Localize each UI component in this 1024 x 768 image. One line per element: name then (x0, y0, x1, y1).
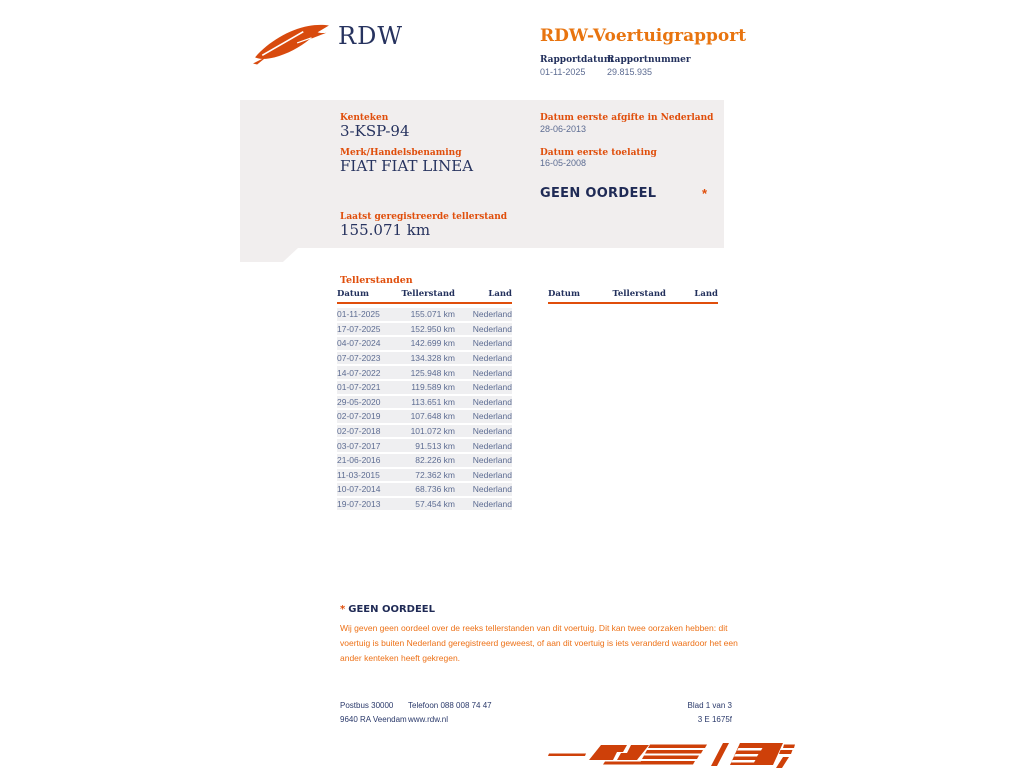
column-header-land: Land (694, 289, 718, 299)
cell-country: Nederland (472, 309, 512, 320)
footer-address-line2: 9640 RA Veendam (340, 715, 407, 724)
footer-website: www.rdw.nl (408, 715, 449, 724)
footer-form-code: 3 E 1675f (697, 715, 732, 724)
cell-date: 17-07-2025 (337, 323, 381, 334)
report-number-label: Rapportnummer (607, 55, 691, 65)
footnote-asterisk: * (340, 604, 346, 615)
cell-reading: 119.589 km (411, 382, 455, 393)
footer-address-line1: Postbus 30000 (340, 701, 394, 710)
report-date-value: 01-11-2025 (540, 67, 586, 77)
merk-value: FIAT FIAT LINEA (340, 157, 474, 175)
verdict-asterisk: * (702, 186, 708, 201)
cell-country: Nederland (472, 469, 512, 480)
cell-date: 01-11-2025 (337, 309, 380, 320)
footnote-line: Wij geven geen oordeel over de reeks tellerstanden van dit voertuig. Dit kan twee oorzaken hebben: dit (340, 623, 728, 633)
footnote-line: ander kenteken heeft gekregen. (340, 653, 461, 663)
cell-country: Nederland (472, 440, 512, 451)
table-row (337, 410, 512, 423)
cell-country: Nederland (472, 338, 512, 349)
table-row (337, 323, 512, 336)
column-header-land: Land (488, 289, 512, 299)
table-row (337, 498, 512, 511)
footnote-body (340, 621, 740, 666)
cell-reading: 125.948 km (410, 367, 455, 378)
cell-country: Nederland (472, 382, 512, 393)
cell-date: 19-07-2013 (337, 499, 381, 510)
table-row (337, 396, 512, 409)
column-header-datum: Datum (337, 289, 369, 299)
page-title: RDW-Voertuigrapport (540, 26, 747, 46)
cell-country: Nederland (472, 396, 512, 407)
cell-reading: 82.226 km (415, 455, 455, 466)
afgifte-label: Datum eerste afgifte in Nederland (540, 113, 714, 123)
footer-page-number: Blad 1 van 3 (687, 701, 732, 710)
odometer-table-right (548, 289, 718, 304)
cell-reading: 57.454 km (415, 499, 455, 510)
cell-date: 29-05-2020 (337, 396, 381, 407)
cell-country: Nederland (472, 455, 512, 466)
cell-reading: 101.072 km (410, 426, 455, 437)
table-row (337, 381, 512, 394)
column-header-tellerstand: Tellerstand (612, 289, 666, 299)
table-header (548, 289, 718, 304)
cell-date: 03-07-2017 (337, 440, 381, 451)
cell-reading: 113.651 km (411, 396, 455, 407)
cell-date: 11-03-2015 (337, 469, 380, 480)
table-row (337, 366, 512, 379)
cell-country: Nederland (472, 484, 512, 495)
footnote-title (340, 604, 435, 615)
footnote-title-text: GEEN OORDEEL (348, 604, 435, 615)
kenteken-value: 3-KSP-94 (340, 122, 410, 140)
cell-date: 07-07-2023 (337, 353, 381, 364)
table-row (337, 352, 512, 365)
rdw-logo-wordmark: RDW (338, 22, 403, 50)
footnote-line: voertuig is buiten Nederland geregistreerd geweest, of aan dit voertuig is iets veranderd waardoor het een (340, 638, 738, 648)
table-row (337, 469, 512, 482)
cell-country: Nederland (472, 323, 512, 334)
odometer-section-title: Tellerstanden (340, 275, 413, 286)
footer-phone: Telefoon 088 008 74 47 (408, 701, 492, 710)
table-row (337, 454, 512, 467)
merk-label: Merk/Handelsbenaming (340, 148, 462, 158)
cell-date: 10-07-2014 (337, 484, 381, 495)
cell-date: 14-07-2022 (337, 367, 381, 378)
cell-country: Nederland (472, 499, 512, 510)
tellerstand-label: Laatst geregistreerde tellerstand (340, 212, 508, 222)
tellerstand-value: 155.071 km (340, 221, 431, 239)
column-header-tellerstand: Tellerstand (401, 289, 455, 299)
report-date-label: Rapportdatum (540, 55, 614, 65)
cell-reading: 68.736 km (415, 484, 455, 495)
cell-date: 02-07-2019 (337, 411, 381, 422)
cell-country: Nederland (472, 411, 512, 422)
table-row (337, 337, 512, 350)
table-header (337, 289, 512, 304)
kenteken-label: Kenteken (340, 113, 389, 123)
cell-date: 01-07-2021 (337, 382, 381, 393)
vehicle-summary-card (240, 100, 724, 248)
odometer-table-body (337, 308, 512, 510)
cell-country: Nederland (472, 426, 512, 437)
cell-reading: 72.362 km (415, 469, 455, 480)
verdict-text: GEEN OORDEEL (540, 186, 657, 201)
toelating-value: 16-05-2008 (540, 158, 587, 168)
rdw-feather-logo-icon (252, 22, 332, 66)
rdw-stripes-graphic (545, 741, 795, 768)
afgifte-value: 28-06-2013 (540, 124, 587, 134)
cell-reading: 142.699 km (410, 338, 455, 349)
cell-country: Nederland (472, 367, 512, 378)
table-row (337, 425, 512, 438)
cell-reading: 155.071 km (410, 309, 455, 320)
column-header-datum: Datum (548, 289, 580, 299)
cell-reading: 134.328 km (410, 353, 455, 364)
table-row (337, 439, 512, 452)
cell-date: 02-07-2018 (337, 426, 381, 437)
cell-date: 21-06-2016 (337, 455, 381, 466)
cell-country: Nederland (472, 353, 512, 364)
cell-date: 04-07-2024 (337, 338, 381, 349)
report-number-value: 29.815.935 (607, 67, 653, 77)
table-row (337, 483, 512, 496)
odometer-table-left (337, 289, 512, 512)
toelating-label: Datum eerste toelating (540, 148, 657, 158)
cell-reading: 91.513 km (415, 440, 455, 451)
card-corner-tab (240, 248, 298, 262)
cell-reading: 152.950 km (410, 323, 455, 334)
table-row (337, 308, 512, 321)
cell-reading: 107.648 km (410, 411, 455, 422)
